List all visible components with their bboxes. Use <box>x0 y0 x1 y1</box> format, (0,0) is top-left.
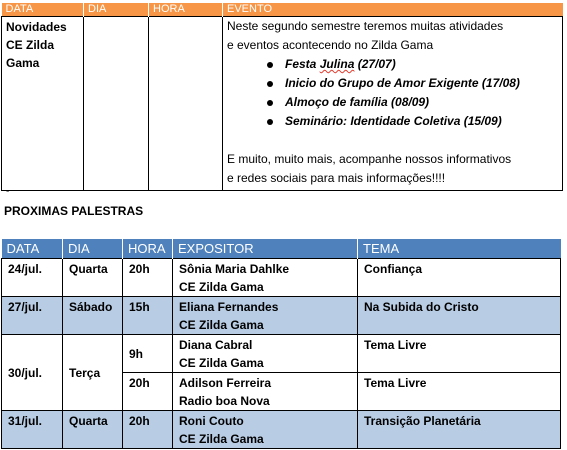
news-outro-line: e redes sociais para mais informações!!!! <box>227 171 446 185</box>
table-row <box>2 411 561 449</box>
talk-time: 15h <box>123 297 173 335</box>
talk-date: 27/jul. <box>2 297 63 335</box>
event-list <box>227 55 558 131</box>
section-title: PROXIMAS PALESTRAS <box>4 204 144 218</box>
event-item: Festa Julina (27/07) <box>285 55 558 74</box>
news-intro-line: Neste segundo semestre teremos muitas atividades <box>227 19 504 33</box>
news-outro-line: E muito, muito mais, acompanhe nossos informativos <box>227 152 512 166</box>
news-hora-cell <box>149 17 223 191</box>
talk-time: 9h <box>123 335 173 373</box>
talk-time: 20h <box>123 373 173 411</box>
event-item: Inicio do Grupo de Amor Exigente (17/08) <box>285 74 558 93</box>
talk-day: Quarta <box>63 411 123 449</box>
talks-header-row <box>2 239 561 259</box>
talk-theme: Confiança <box>358 259 561 297</box>
talks-header-data: DATA <box>2 239 63 259</box>
spelling-flag: Julina <box>319 57 355 71</box>
talk-theme: Tema Livre <box>358 373 561 411</box>
event-item: Almoço de família (08/09) <box>285 93 558 112</box>
talk-speaker: Roni Couto CE Zilda Gama <box>173 411 358 449</box>
talk-theme: Na Subida do Cristo <box>358 297 561 335</box>
talks-header-tema: TEMA <box>358 239 561 259</box>
talk-time: 20h <box>123 411 173 449</box>
talk-theme: Tema Livre <box>358 335 561 373</box>
talk-day: Terça <box>63 335 123 411</box>
talk-day: Quarta <box>63 259 123 297</box>
talk-speaker: Sônia Maria Dahlke CE Zilda Gama <box>173 259 358 297</box>
section-mark: - <box>6 186 10 197</box>
news-header-dia: DIA <box>84 3 149 17</box>
news-header-data: DATA <box>2 3 84 17</box>
news-intro-line: e eventos acontecendo no Zilda Gama <box>227 38 434 52</box>
news-title-cell <box>2 17 84 191</box>
news-header-hora: HORA <box>149 3 223 17</box>
talks-header-expositor: EXPOSITOR <box>173 239 358 259</box>
news-row <box>2 17 563 191</box>
talk-date: 31/jul. <box>2 411 63 449</box>
talk-theme: Transição Planetária <box>358 411 561 449</box>
news-table <box>1 3 563 191</box>
talks-header-hora: HORA <box>123 239 173 259</box>
talk-date: 24/jul. <box>2 259 63 297</box>
news-header-row <box>2 3 563 17</box>
news-title-line: CE Zilda <box>6 38 55 52</box>
talk-speaker: Eliana Fernandes CE Zilda Gama <box>173 297 358 335</box>
table-row <box>2 259 561 297</box>
talk-speaker: Adilson Ferreira Radio boa Nova <box>173 373 358 411</box>
talk-speaker: Diana Cabral CE Zilda Gama <box>173 335 358 373</box>
event-item: Seminário: Identidade Coletiva (15/09) <box>285 112 558 131</box>
news-header-evento: EVENTO <box>223 3 563 17</box>
table-row <box>2 335 561 373</box>
talks-header-dia: DIA <box>63 239 123 259</box>
talk-day: Sábado <box>63 297 123 335</box>
news-event-cell <box>223 17 563 191</box>
news-title-line: Gama <box>6 56 40 70</box>
talk-time: 20h <box>123 259 173 297</box>
table-row <box>2 297 561 335</box>
talks-table <box>1 239 561 449</box>
news-dia-cell <box>84 17 149 191</box>
news-title-line: Novidades <box>6 20 67 34</box>
talk-date: 30/jul. <box>2 335 63 411</box>
